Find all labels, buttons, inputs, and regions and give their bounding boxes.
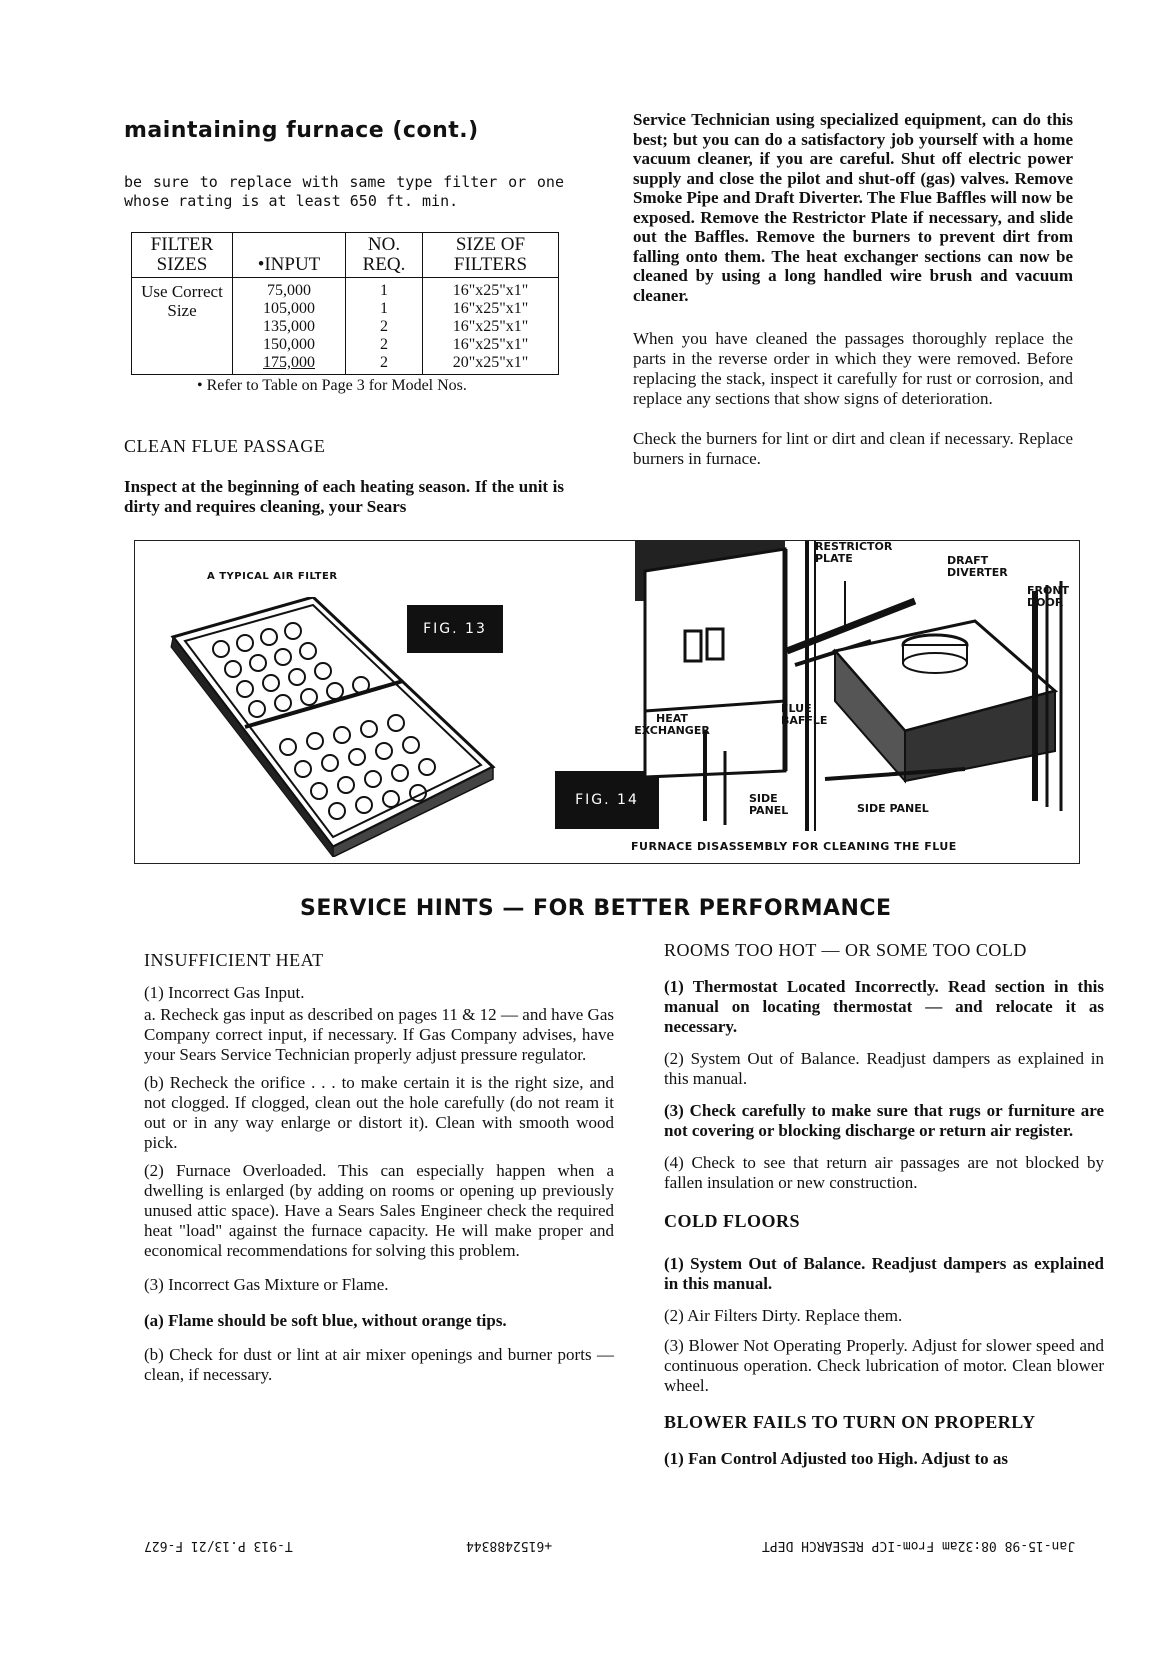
list-item: 2 — [380, 318, 388, 335]
table-body-row — [132, 278, 559, 375]
callout-flue-baffle: FLUE BAFFLE — [781, 702, 828, 727]
list-item: 2 — [380, 336, 388, 353]
clean-flue-heading: CLEAN FLUE PASSAGE — [124, 436, 326, 456]
fax-footer-center: +6152488344 — [466, 1538, 553, 1553]
furnace-disassembly-drawing — [635, 541, 1077, 841]
reassembly-text: When you have cleaned the passages thoroughly replace the parts in the reverse order in which they were removed. Before replacing the stack, inspect it carefully for rust or corrosion, and replace any sections that show signs of deterioration. — [633, 329, 1073, 408]
col-input: •INPUT — [233, 233, 346, 278]
clean-flue-text: Inspect at the beginning of each heating season. If the unit is dirty and requires cleaning, your Sears — [124, 477, 564, 516]
figure-box — [134, 540, 1080, 864]
callout-restrictor-plate: RESTRICTOR PLATE — [815, 540, 893, 565]
hint-rugs-furniture: (3) Check carefully to make sure that rugs or furniture are not covering or blocking discharge or return air register. — [664, 1101, 1104, 1140]
callout-heat-exchanger: HEAT EXCHANGER — [634, 712, 710, 737]
clean-flue-block — [124, 436, 564, 517]
list-item: 150,000 — [263, 336, 315, 353]
hint-return-air: (4) Check to see that return air passages are not blocked by fallen insulation or new construction. — [664, 1153, 1104, 1192]
hint-air-filters: (2) Air Filters Dirty. Replace them. — [664, 1306, 903, 1325]
cold-floors-heading: COLD FLOORS — [664, 1211, 801, 1231]
callout-side-panel-right: SIDE PANEL — [857, 802, 929, 815]
hint-fan-control: (1) Fan Control Adjusted too High. Adjust to as — [664, 1449, 1008, 1468]
hint-blower-operating: (3) Blower Not Operating Properly. Adjust for slower speed and continuous operation. Check lubrication of motor. Clean blower wheel. — [664, 1336, 1104, 1395]
fig14-label: FIG. 14 — [555, 771, 659, 829]
hint-recheck-orifice: (b) Recheck the orifice . . . to make certain it is the right size, and not clogged. If clogged, clean out the hole carefully (do not ream it out or in any way enlarge or distort it). Clean with smooth wood pick. — [144, 1073, 614, 1152]
hint-check-dust: (b) Check for dust or lint at air mixer openings and burner ports — clean, if necessary. — [144, 1345, 614, 1384]
filter-table-wrap — [131, 232, 559, 395]
size-values — [423, 278, 559, 375]
list-item: 16"x25"x1" — [452, 282, 529, 299]
blower-fails-heading: BLOWER FAILS TO TURN ON PROPERLY — [664, 1412, 1036, 1432]
col-filter-sizes: FILTER SIZES — [132, 233, 233, 278]
fax-footer-left: T-913 P.13/21 F-627 — [144, 1538, 293, 1553]
callout-front-door: FRONT DOOR — [1027, 584, 1070, 609]
list-item: 16"x25"x1" — [452, 300, 529, 317]
service-hints-title: SERVICE HINTS — FOR BETTER PERFORMANCE — [300, 896, 892, 921]
burner-check-text: Check the burners for lint or dirt and clean if necessary. Replace burners in furnace. — [633, 429, 1073, 468]
left-top-column — [124, 118, 564, 211]
list-item: 20"x25"x1" — [452, 354, 529, 371]
flue-cleaning-procedure: Service Technician using specialized equipment, can do this best; but you can do a satisfactory job yourself with a home vacuum cleaner, if you are careful. Shut off electric power supply and close the pilot and shut-off (gas) valves. Remove Smoke Pipe and Draft Diverter. The Flue Baffles will now be exposed. Remove the Restrictor Plate if necessary, and slide out the Baffles. Remove the burners to prevent dirt from falling onto them. The heat exchanger sections can now be cleaned by using a long handled wire brush and vacuum cleaner. — [633, 110, 1073, 305]
input-values — [233, 278, 346, 375]
service-left-column — [144, 950, 614, 1385]
list-item: 1 — [380, 282, 388, 299]
list-item: 16"x25"x1" — [452, 336, 529, 353]
list-item: 16"x25"x1" — [452, 318, 529, 335]
list-item: 135,000 — [263, 318, 315, 335]
right-top-column — [633, 110, 1073, 469]
fig13-caption: A TYPICAL AIR FILTER — [207, 571, 338, 582]
hint-thermostat: (1) Thermostat Located Incorrectly. Read section in this manual on locating thermostat — and relocate it as necessary. — [664, 977, 1104, 1036]
use-correct-size: Use Correct Size — [132, 278, 233, 375]
callout-side-panel-left: SIDE PANEL — [749, 792, 789, 817]
table-footnote: • Refer to Table on Page 3 for Model Nos. — [197, 377, 467, 394]
filter-intro: be sure to replace with same type filter or one whose rating is at least 650 ft. min. — [124, 173, 564, 210]
hint-incorrect-gas-input: (1) Incorrect Gas Input. — [144, 983, 305, 1002]
callout-draft-diverter: DRAFT DIVERTER — [947, 554, 1008, 579]
hint-cold-balance: (1) System Out of Balance. Readjust dampers as explained in this manual. — [664, 1254, 1104, 1293]
rooms-too-hot-heading: ROOMS TOO HOT — OR SOME TOO COLD — [664, 940, 1027, 960]
hint-system-balance: (2) System Out of Balance. Readjust dampers as explained in this manual. — [664, 1049, 1104, 1088]
hint-flame-blue: (a) Flame should be soft blue, without orange tips. — [144, 1311, 507, 1330]
hint-incorrect-mixture: (3) Incorrect Gas Mixture or Flame. — [144, 1275, 389, 1294]
list-item: 175,000 — [263, 354, 315, 371]
list-item: 75,000 — [267, 282, 311, 299]
list-item: 1 — [380, 300, 388, 317]
hint-recheck-gas-input: a. Recheck gas input as described on pages 11 & 12 — and have Gas Company correct input, if necessary. If Gas Company advises, have your Sears Service Technician properly adjust pressure regulator. — [144, 1005, 614, 1064]
fig13-label: FIG. 13 — [407, 605, 503, 653]
req-values — [346, 278, 423, 375]
col-no-req: NO. REQ. — [346, 233, 423, 278]
service-right-column — [664, 940, 1104, 1469]
insufficient-heat-heading: INSUFFICIENT HEAT — [144, 950, 324, 970]
fax-footer-right: Jan-15-98 08:32am From-ICP RESEARCH DEPT — [762, 1538, 1076, 1553]
col-size-of-filters: SIZE OF FILTERS — [423, 233, 559, 278]
list-item: 105,000 — [263, 300, 315, 317]
maintaining-furnace-heading: maintaining furnace (cont.) — [124, 118, 479, 143]
list-item: 2 — [380, 354, 388, 371]
table-header-row — [132, 233, 559, 278]
hint-furnace-overloaded: (2) Furnace Overloaded. This can especially happen when a dwelling is enlarged (by adding on rooms or opening up previously unused attic space). Have a Sears Sales Engineer check the required heat "load" against the furnace capacity. He will make proper and economical recommendations for solving this problem. — [144, 1161, 614, 1260]
filter-sizes-table — [131, 232, 559, 375]
fig14-caption: FURNACE DISASSEMBLY FOR CLEANING THE FLUE — [631, 840, 957, 853]
